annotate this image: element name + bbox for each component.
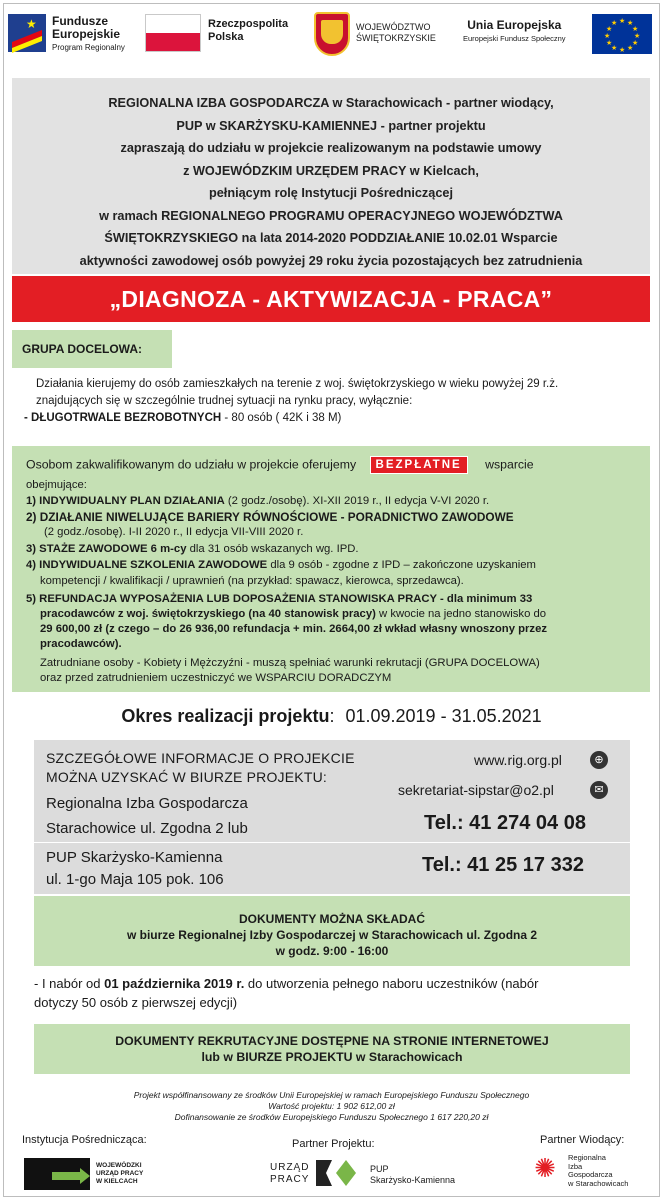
contact-org-2: PUP Skarżysko-Kamienna [46,849,223,866]
intro-line: z WOJEWÓDZKIM URZĘDEM PRACY w Kielcach, [183,163,479,178]
contact-caps-2: MOŻNA UZYSKAĆ W BIURZE PROJEKTU: [46,769,327,785]
phone-2[interactable]: Tel.: 41 25 17 332 [422,854,584,876]
globe-icon: ⊕ [590,751,608,769]
item-bold: 4) INDYWIDUALNE SZKOLENIA ZAWODOWE [26,559,268,571]
envelope-icon: ✉ [590,781,608,799]
item-bold: 1) INDYWIDUALNY PLAN DZIAŁANIA [26,495,225,507]
wup-line-1: WOJEWÓDZKI [96,1162,142,1169]
project-period [0,704,663,728]
target-line [24,410,644,427]
intro-line: w ramach REGIONALNEGO PROGRAMU OPERACYJNEGO WOJEWÓDZTWA [99,208,563,223]
eu-flag-icon: ★ ★ ★ ★ ★ ★ ★ ★ ★ ★ ★ ★ [592,14,652,54]
docs-line-1: DOKUMENTY MOŻNA SKŁADAĆ [239,912,425,926]
offer-intro-text: Osobom zakwalifikowanym do udziału w projekcie oferujemy [26,457,357,472]
email-link[interactable]: sekretariat-sipstar@o2.pl [398,782,554,798]
intro-line: aktywności zawodowej osób powyżej 29 roku życia pozostających bez zatrudnienia [79,253,583,268]
offer-note-2: oraz przed zatrudnieniem uczestniczyć we WSPARCIU DORADCZYM [40,672,392,684]
pup-text [370,1164,455,1186]
funding-line-2: Wartość projektu: 1 902 612,00 zł [268,1101,395,1111]
target-bold: - DŁUGOTRWALE BEZROBOTNYCH [24,412,222,424]
target-rest: - 80 osób ( 42K i 38 M) [221,412,342,424]
rig-line-4: w Starachowicach [568,1178,629,1188]
free-badge: BEZPŁATNE [370,456,468,474]
fe-line1: Fundusze [52,14,108,28]
rp-line2: Polska [208,31,244,43]
fe-line3: Program Regionalny [52,43,125,52]
rig-line-1: Regionalna [568,1153,606,1162]
funding-info [0,1090,663,1123]
intro-line: ŚWIĘTOKRZYSKIEGO na lata 2014-2020 PODDZIAŁANIE 10.02.01 Wsparcie [104,231,558,245]
wup-text [96,1162,143,1186]
offer-box [12,446,650,692]
intro-line: pełniącym rolę Instytucji Pośredniczącej [209,186,453,200]
project-partner-label: Partner Projektu: [292,1138,375,1150]
rp-line1: Rzeczpospolita [208,18,289,30]
contact-caps-1: SZCZEGÓŁOWE INFORMACJE O PROJEKCIE [46,750,355,766]
ue-line2: Europejski Fundusz Społeczny [463,34,566,43]
contact-addr-1: Starachowice ul. Zgodna 2 lub [46,820,248,837]
nabor-c: do utworzenia pełnego naboru uczestników (nabór [244,976,539,991]
offer-item-4 [26,558,536,573]
rig-line-3: Gospodarcza [568,1170,613,1179]
offer-item-3 [26,542,359,557]
docs-line-2: w biurze Regionalnej Izby Gospodarczej w Starachowicach ul. Zgodna 2 [126,928,538,942]
fundusze-europejskie-text [52,15,125,54]
rzeczpospolita-text [208,18,288,44]
intro-line: PUP w SKARŻYSKU-KAMIENNEJ - partner projektu [176,118,486,133]
target-group-text [24,376,644,427]
nabor-a: - I nabór od [34,976,105,991]
item-rest: (2 godz./osobę). XI-XII 2019 r., II edycja V-VI 2020 r. [224,495,490,507]
recruit-line-2: lub w BIURZE PROJEKTU w Starachowicach [201,1050,463,1064]
ws-line1: WOJEWÓDZTWO [356,22,431,32]
intro-line: zapraszają do udziału w projekcie realizowanym na podstawie umowy [120,141,542,155]
ue-line1: Unia Europejska [467,18,562,32]
docs-line-3: w godz. 9:00 - 16:00 [275,944,389,958]
intro-box [12,78,650,274]
item-rest: dla 9 osób - zgodne z IPD – zakończone uzyskaniem [267,559,536,571]
offer-intro [26,456,534,474]
rig-logo-icon: ✺ [534,1153,556,1183]
contact-addr-2: ul. 1-go Maja 105 pok. 106 [46,871,224,888]
polish-flag-icon [145,14,201,52]
unia-europejska-text [463,18,566,46]
item-bold: pracodawców z woj. świętokrzyskiego (na 40 stanowisk pracy) [40,608,376,620]
wup-line-2: URZĄD PRACY [96,1170,144,1177]
funding-line-1: Projekt współfinansowany ze środków Unii Europejskiej w ramach Europejskiego Funduszu Społecznego [133,1090,530,1100]
urzad-pracy-text [270,1162,309,1186]
target-line: znajdujących się w szczególnie trudnej sytuacji na rynku pracy, wyłącznie: [36,395,413,407]
ws-line2: ŚWIĘTOKRZYSKIE [356,33,436,43]
offer-intro-text2: wsparcie [485,457,534,472]
wojewodztwo-text [356,22,436,44]
item-rest: dla 31 osób wskazanych wg. IPD. [186,543,359,555]
logo-bar [8,8,655,62]
up-line-2: PRACY [270,1174,310,1185]
fe-line2: Europejskie [52,27,121,41]
offer-obejmujace: obejmujące: [26,479,87,491]
nabor-d: dotyczy 50 osób z pierwszej edycji) [34,995,238,1010]
recruitment-period [34,974,634,1012]
offer-item-2-rest: (2 godz./osobę). I-II 2020 r., II edycja VII-VIII 2020 r. [44,526,304,538]
pup-line-2: Skarżysko-Kamienna [370,1175,456,1185]
offer-item-5-l3: 29 600,00 zł (z czego – do 26 936,00 refundacja + min. 2664,00 zł wkład własny wnoszony przez [40,623,548,635]
intro-line: REGIONALNA IZBA GOSPODARCZA w Starachowicach - partner wiodący, [108,96,554,110]
pup-line-1: PUP [370,1164,389,1174]
rig-line-2: Izba [568,1161,583,1171]
up-line-1: URZĄD [270,1162,310,1173]
wup-line-3: W KIELCACH [96,1178,138,1185]
coat-of-arms-icon [314,12,350,56]
wup-logo-icon [24,1158,90,1190]
item-rest: w kwocie na jedno stanowisko do [375,608,547,620]
offer-note-1: Zatrudniane osoby - Kobiety i Mężczyźni - muszą spełniać warunki rekrutacji (GRUPA DOCELOWA) [40,657,540,669]
fundusze-europejskie-logo-icon: ★ [8,14,46,52]
target-line: Działania kierujemy do osób zamieszkałych na terenie z woj. świętokrzyskiego w wieku powyżej 29 r.ż. [36,378,559,390]
recruitment-docs-box [34,1024,630,1074]
intermediate-institution-label: Instytucja Pośrednicząca: [22,1134,147,1146]
project-title: „DIAGNOZA - AKTYWIZACJA - PRACA” [12,276,650,322]
funding-line-3: Dofinansowanie ze środków Europejskiego Funduszu Społecznego 1 617 220,20 zł [174,1112,489,1122]
period-colon: : [329,706,335,726]
urzad-pracy-logo-icon [312,1156,358,1190]
offer-item-4-rest: kompetencji / kwalifikacji / uprawnień (na przykład: spawacz, kierowca, sprzedawca). [40,575,464,587]
nabor-date: 01 października 2019 r. [104,976,245,991]
documents-box [34,896,630,966]
contact-org-1: Regionalna Izba Gospodarcza [46,795,248,812]
offer-item-1 [26,494,489,509]
lead-partner-label: Partner Wiodący: [540,1134,625,1146]
phone-1[interactable]: Tel.: 41 274 04 08 [424,812,586,834]
item-bold: 3) STAŻE ZAWODOWE 6 m-cy [26,543,187,555]
contact-divider [34,842,630,843]
contact-box [34,740,630,894]
offer-item-2: 2) DZIAŁANIE NIWELUJĄCE BARIERY RÓWNOŚCIOWE - PORADNICTWO ZAWODOWE [26,510,514,524]
offer-item-5-l4: pracodawców). [40,638,122,650]
target-group-label: GRUPA DOCELOWA: [12,330,172,368]
period-label: Okres realizacji projektu [121,706,330,726]
recruit-line-1: DOKUMENTY REKRUTACYJNE DOSTĘPNE NA STRONIE INTERNETOWEJ [115,1034,549,1048]
website-link[interactable]: www.rig.org.pl [474,752,562,768]
period-dates: 01.09.2019 - 31.05.2021 [345,706,542,726]
offer-item-5-l2 [40,607,546,622]
rig-text [568,1154,628,1188]
offer-item-5: 5) REFUNDACJA WYPOSAŻENIA LUB DOPOSAŻENIA STANOWISKA PRACY - dla minimum 33 [26,593,533,605]
